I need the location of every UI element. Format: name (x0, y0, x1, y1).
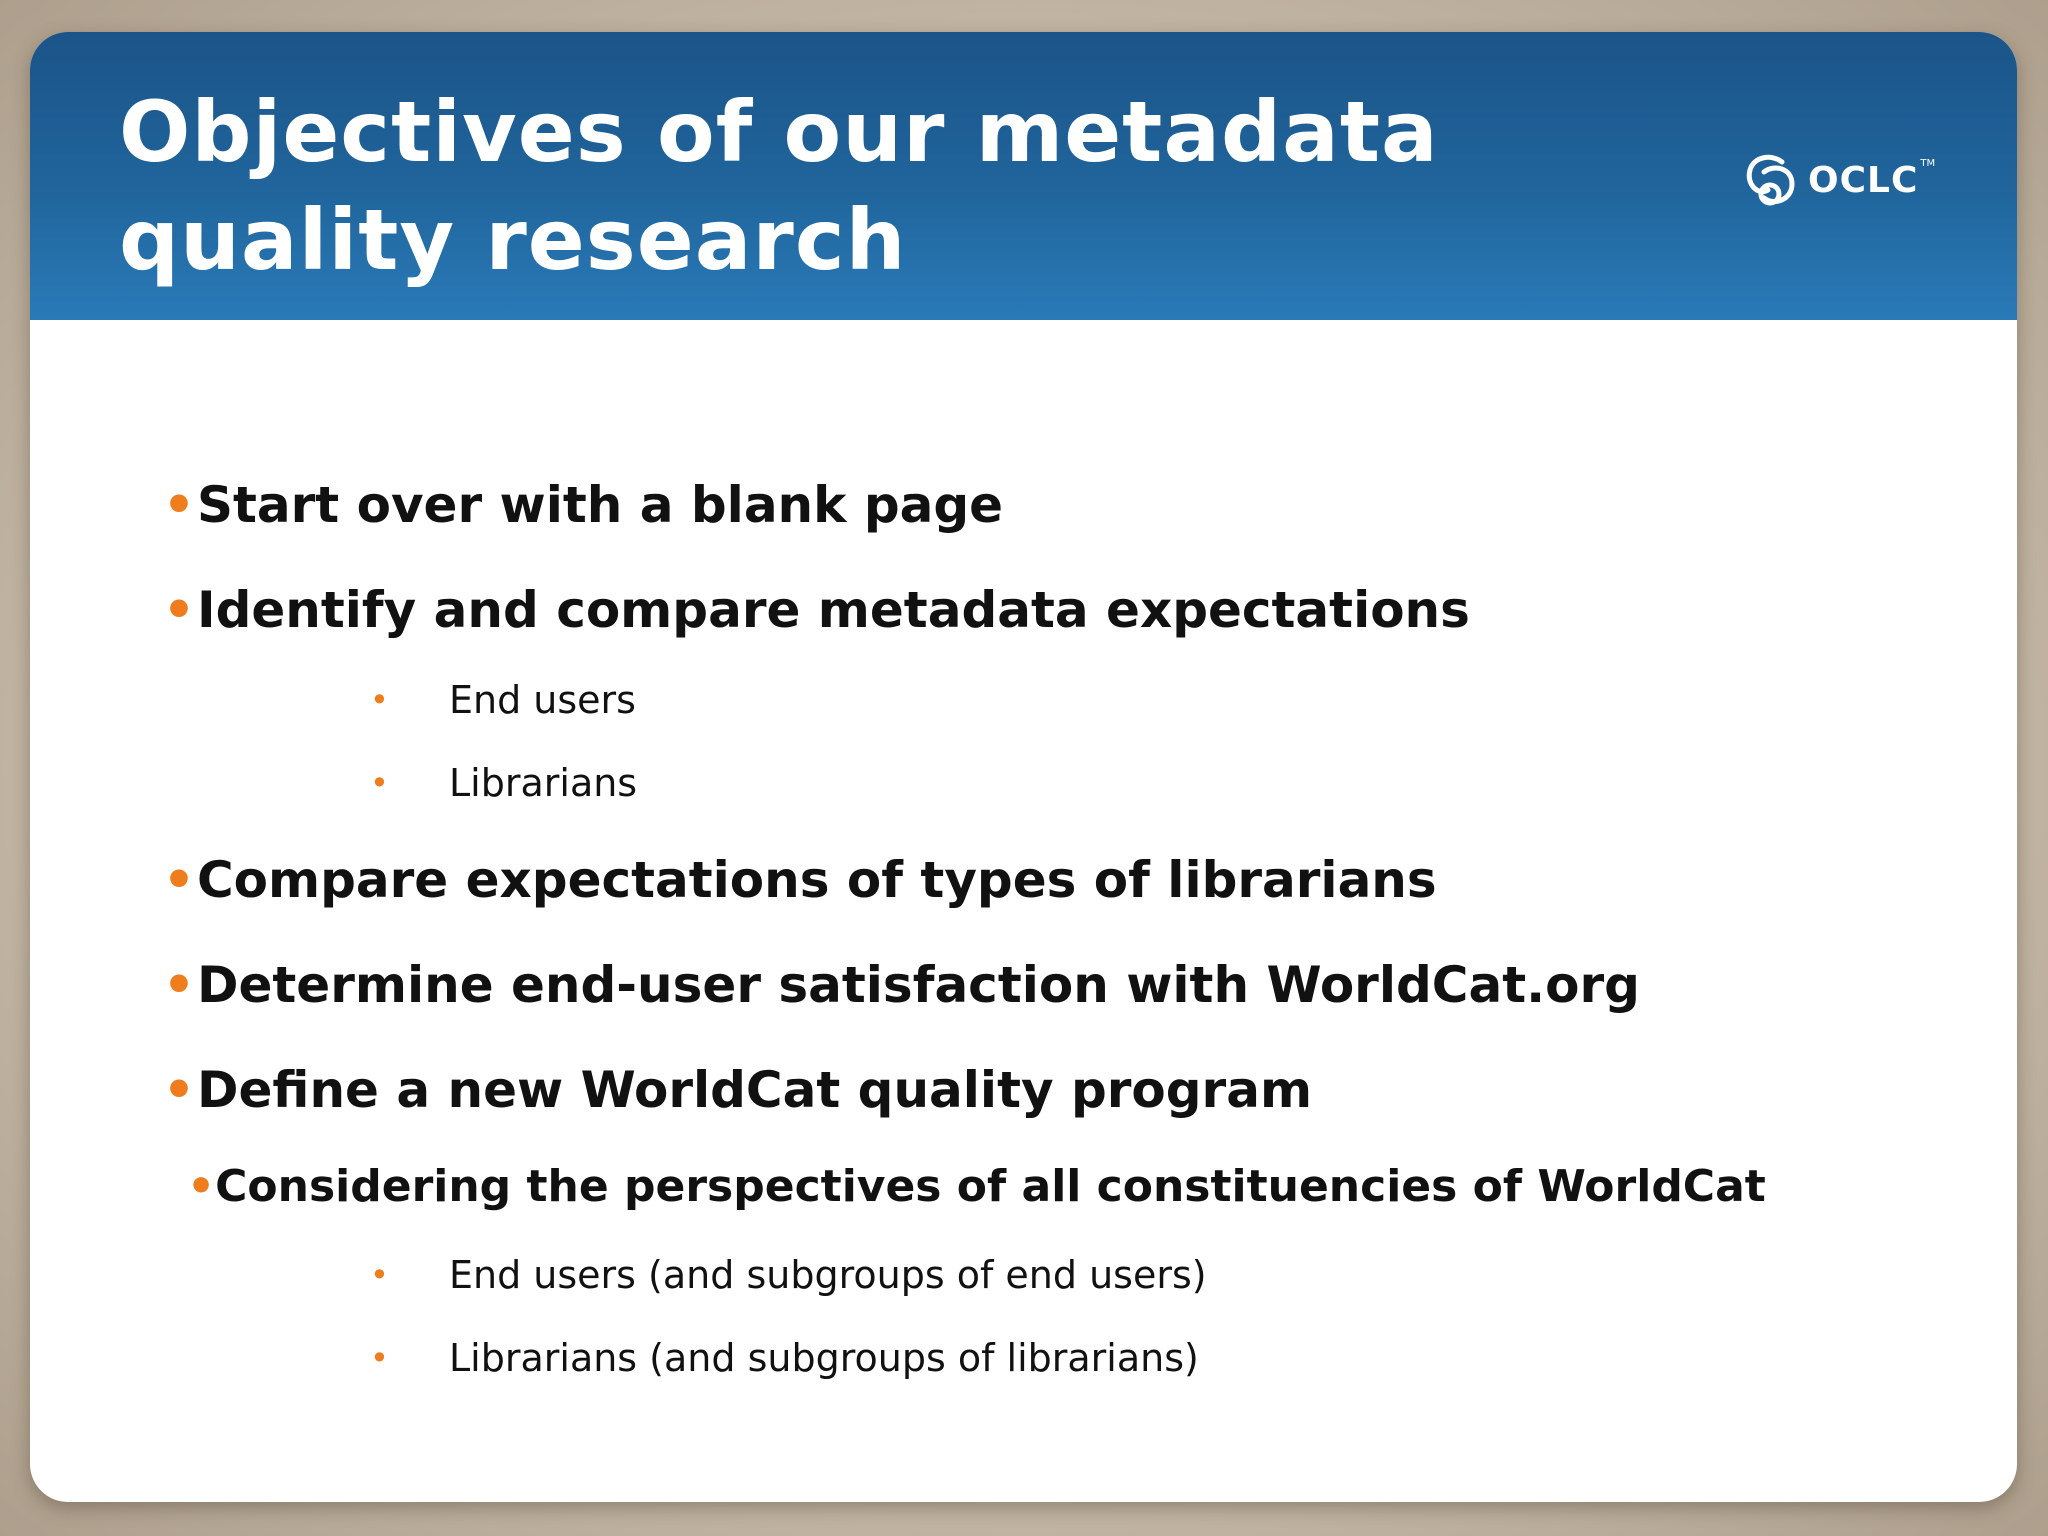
bullet-text: Determine end-user satisfaction with WorldCat.org (196, 956, 1640, 1014)
bullet-marker: • (163, 476, 195, 534)
bullet-text: Start over with a blank page (196, 476, 1004, 534)
bullet-marker: • (163, 581, 195, 639)
bullet-text: Librarians (449, 761, 638, 805)
bullet-item (163, 850, 1437, 910)
bullet-marker: • (370, 1256, 389, 1294)
bullet-marker: • (187, 1161, 216, 1212)
bullet-text: Compare expectations of types of librarians (196, 851, 1437, 909)
bullet-text: Librarians (and subgroups of librarians) (449, 1336, 1199, 1380)
bullet-marker: • (163, 956, 195, 1014)
bullet-marker: • (163, 851, 195, 909)
bullet-text: End users (and subgroups of end users) (449, 1253, 1207, 1297)
slide (30, 32, 2017, 1502)
slide-body (30, 32, 2017, 1502)
logo-text: OCLC (1808, 159, 1919, 201)
bullet-item (163, 955, 1640, 1015)
bullet-marker: • (370, 1339, 389, 1377)
bullet-item (187, 1160, 1766, 1214)
bullet-item (163, 475, 1003, 535)
bullet-text: Considering the perspectives of all constituencies of WorldCat (215, 1161, 1766, 1212)
bullet-text: End users (449, 678, 636, 722)
slide-title-line2: quality research (119, 191, 907, 289)
bullet-marker: • (370, 681, 389, 719)
logo-trademark: TM (1920, 158, 1936, 169)
slide-title-line1: Objectives of our metadata (119, 83, 1439, 181)
bullet-marker: • (163, 1061, 195, 1119)
bullet-item (163, 580, 1470, 640)
bullet-text: Identify and compare metadata expectations (196, 581, 1470, 639)
bullet-text: Define a new WorldCat quality program (196, 1061, 1313, 1119)
bullet-marker: • (370, 764, 389, 802)
bullet-item (163, 1060, 1312, 1120)
